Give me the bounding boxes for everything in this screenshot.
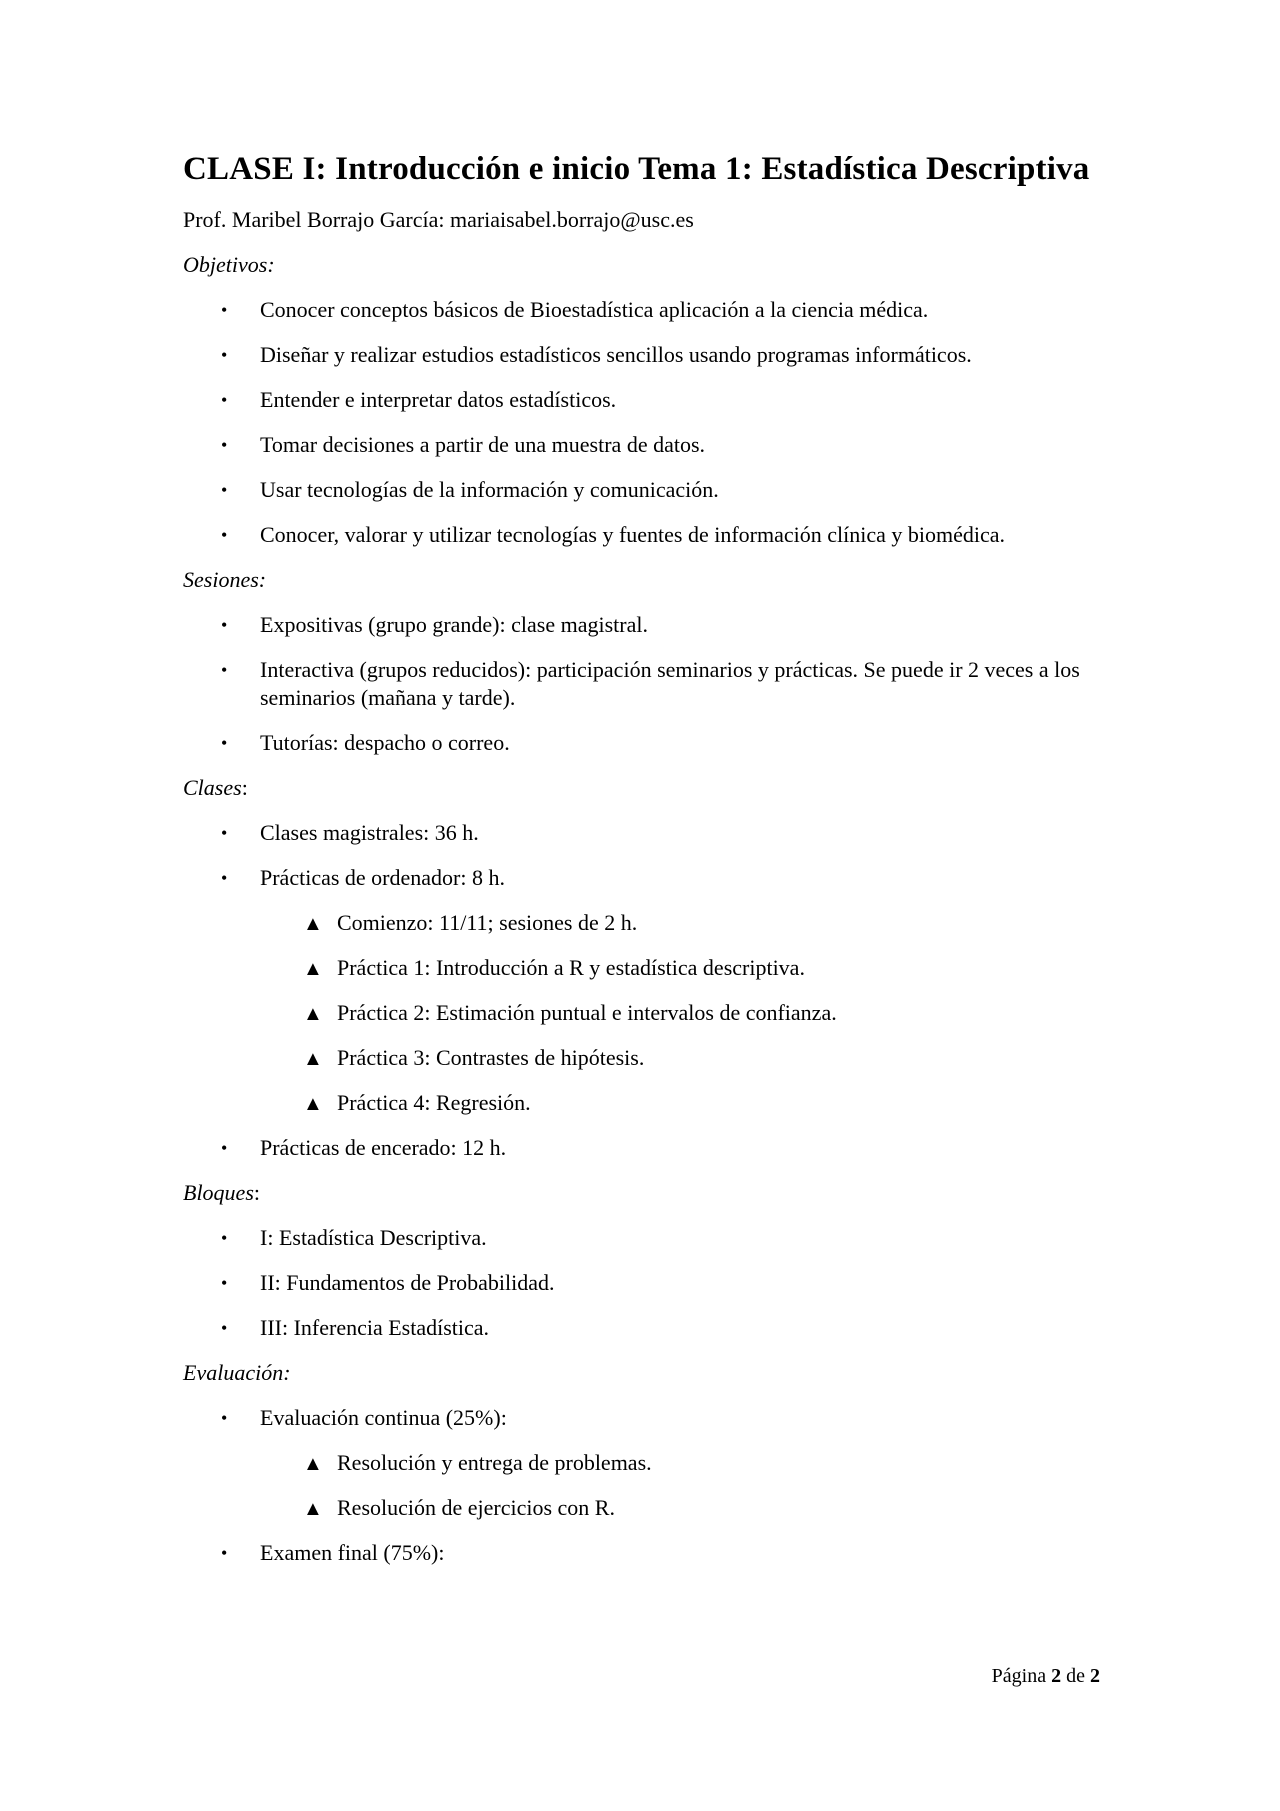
triangle-bullet-icon: ▲ — [303, 1093, 323, 1115]
triangle-bullet-icon: ▲ — [303, 1498, 323, 1520]
triangle-bullet-icon: ▲ — [303, 1003, 323, 1025]
bullet-icon: • — [221, 823, 228, 843]
sublist-item: ▲ Práctica 1: Introducción a R y estadística descriptiva. — [260, 954, 1100, 982]
bullet-icon: • — [221, 660, 228, 680]
sublist-item: ▲ Comienzo: 11/11; sesiones de 2 h. — [260, 909, 1100, 937]
sublist-item: ▲ Práctica 2: Estimación puntual e intervalos de confianza. — [260, 999, 1100, 1027]
bullet-icon: • — [221, 1408, 228, 1428]
list-item: • Usar tecnologías de la información y comunicación. — [221, 477, 719, 502]
list-item: • I: Estadística Descriptiva. — [221, 1225, 487, 1250]
list-item: • II: Fundamentos de Probabilidad. — [221, 1270, 555, 1295]
triangle-bullet-icon: ▲ — [303, 913, 323, 935]
page-title: CLASE I: Introducción e inicio Tema 1: Estadística Descriptiva — [183, 151, 1090, 187]
professor-line: Prof. Maribel Borrajo García: mariaisabel.borrajo@usc.es — [183, 207, 694, 232]
bullet-icon: • — [221, 1543, 228, 1563]
page-footer — [992, 1663, 1100, 1689]
list-item: • Evaluación continua (25%): ▲ Resolución y entrega de problemas. ▲ Resolución de ejercicios con R. — [183, 1404, 1100, 1522]
section-clases: Clases: — [183, 775, 248, 800]
section-bloques: Bloques: — [183, 1180, 261, 1205]
bullet-icon: • — [221, 300, 228, 320]
list-bloques — [183, 1224, 1100, 1342]
bullet-icon: • — [221, 345, 228, 365]
section-label-bloques: Bloques — [183, 1180, 254, 1205]
sublist-practicas — [260, 909, 1100, 1117]
section-sesiones — [183, 566, 1100, 594]
list-evaluacion — [183, 1404, 1100, 1567]
list-item: • Tomar decisiones a partir de una muestra de datos. — [221, 432, 706, 457]
list-item: • Diseñar y realizar estudios estadísticos sencillos usando programas informáticos. — [221, 342, 972, 367]
list-item: • Clases magistrales: 36 h. — [221, 820, 479, 845]
bullet-icon: • — [221, 1228, 228, 1248]
triangle-bullet-icon: ▲ — [303, 1453, 323, 1475]
list-item: • Interactiva (grupos reducidos): participación seminarios y prácticas. Se puede ir 2 veces a los seminarios (mañana y tarde). — [221, 657, 1080, 710]
footer-current-page: 2 — [1051, 1665, 1062, 1687]
footer-of: de — [1066, 1665, 1085, 1687]
bullet-icon: • — [221, 435, 228, 455]
list-item: • III: Inferencia Estadística. — [221, 1315, 490, 1340]
triangle-bullet-icon: ▲ — [303, 958, 323, 980]
sublist-item: ▲ Práctica 3: Contrastes de hipótesis. — [260, 1044, 1100, 1072]
footer-total-pages: 2 — [1090, 1665, 1100, 1687]
bullet-icon: • — [221, 615, 228, 635]
bullet-icon: • — [221, 1273, 228, 1293]
section-label-sesiones: Sesiones: — [183, 567, 267, 592]
bullet-icon: • — [221, 390, 228, 410]
section-evaluacion — [183, 1359, 1100, 1387]
triangle-bullet-icon: ▲ — [303, 1048, 323, 1070]
bullet-icon: • — [221, 525, 228, 545]
footer-prefix: Página — [991, 1665, 1047, 1687]
section-label-objetivos: Objetivos: — [183, 252, 275, 277]
list-objetivos — [183, 296, 1100, 549]
document-page — [183, 148, 1100, 1567]
sublist-item: ▲ Práctica 4: Regresión. — [260, 1089, 1100, 1117]
bullet-icon: • — [221, 480, 228, 500]
bullet-icon: • — [221, 1318, 228, 1338]
list-item: • Entender e interpretar datos estadísticos. — [221, 387, 617, 412]
section-label-clases: Clases — [183, 775, 242, 800]
section-label-evaluacion: Evaluación: — [183, 1360, 291, 1385]
list-sesiones — [183, 611, 1100, 757]
list-item: • Expositivas (grupo grande): clase magistral. — [221, 612, 648, 637]
list-item: • Prácticas de ordenador: 8 h. ▲ Comienzo: 11/11; sesiones de 2 h. ▲ Práctica 1: Introducción a R y estadística descriptiva. ▲ Práctica 2: Estimación puntual e intervalos de confianza. ▲ Práctica 3: Contrastes de hipótesis. ▲ Práctica 4: Regresión. — [183, 864, 1100, 1117]
list-clases — [183, 819, 1100, 1162]
bullet-icon: • — [221, 1138, 228, 1158]
bullet-icon: • — [221, 868, 228, 888]
list-item: • Tutorías: despacho o correo. — [221, 730, 510, 755]
sublist-item: ▲ Resolución de ejercicios con R. — [260, 1494, 1100, 1522]
sublist-item: ▲ Resolución y entrega de problemas. — [260, 1449, 1100, 1477]
bullet-icon: • — [221, 733, 228, 753]
list-item: • Examen final (75%): — [221, 1540, 445, 1565]
list-item: • Prácticas de encerado: 12 h. — [221, 1135, 507, 1160]
section-objetivos — [183, 251, 1100, 279]
sublist-continua — [260, 1449, 1100, 1522]
list-item: • Conocer conceptos básicos de Bioestadística aplicación a la ciencia médica. — [221, 297, 929, 322]
list-item: • Conocer, valorar y utilizar tecnologías y fuentes de información clínica y biomédica. — [221, 522, 1006, 547]
